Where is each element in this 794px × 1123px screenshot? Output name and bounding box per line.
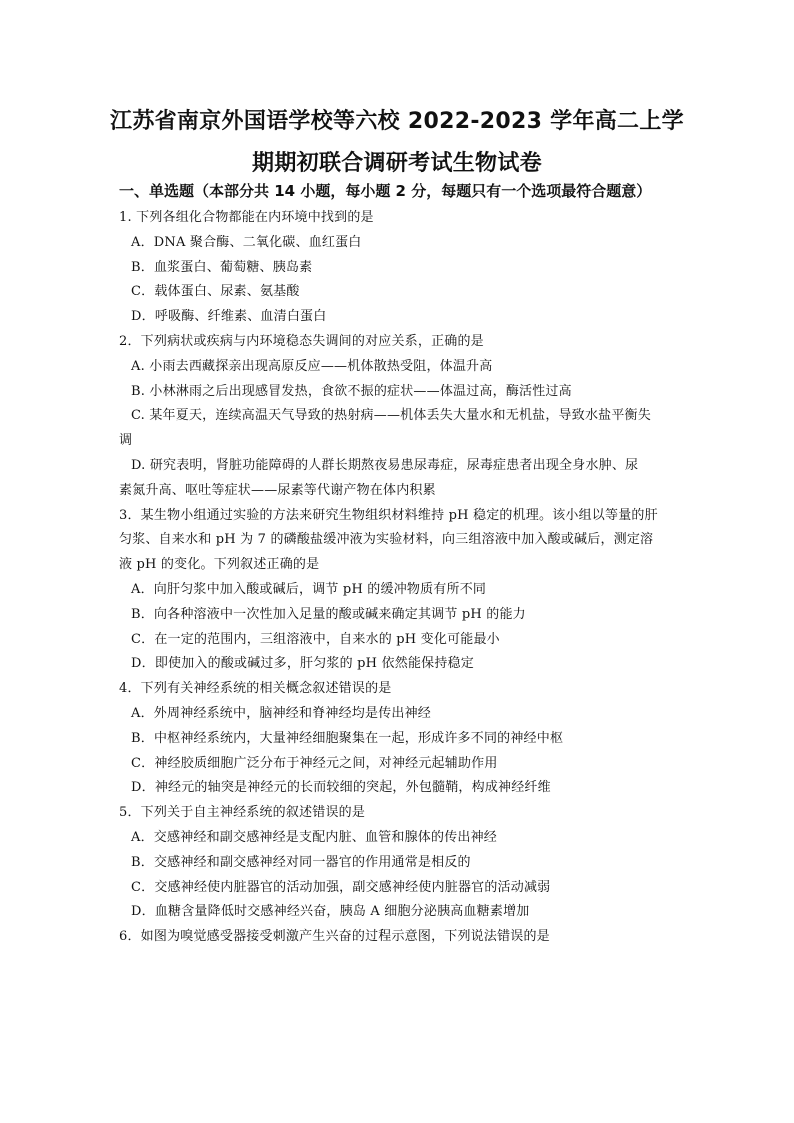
answer-option: B. 小林淋雨之后出现感冒发热，食欲不振的症状——体温过高，酶活性过高 bbox=[131, 383, 572, 399]
answer-option: D．血糖含量降低时交感神经兴奋，胰岛 A 细胞分泌胰高血糖素增加 bbox=[131, 904, 530, 920]
answer-option: A. 小雨去西藏探亲出现高原反应——机体散热受阻，体温升高 bbox=[131, 358, 493, 374]
answer-option: A．DNA 聚合酶、二氧化碳、血红蛋白 bbox=[131, 234, 362, 250]
answer-option: D．呼吸酶、纤维素、血清白蛋白 bbox=[131, 309, 327, 325]
answer-option: D. 研究表明，肾脏功能障碍的人群长期熬夜易患尿毒症，尿毒症患者出现全身水肿、尿 bbox=[131, 457, 639, 473]
answer-option: B．中枢神经系统内，大量神经细胞聚集在一起，形成许多不同的神经中枢 bbox=[131, 730, 564, 746]
answer-option: B．交感神经和副交感神经对同一器官的作用通常是相反的 bbox=[131, 854, 471, 870]
question-stem: 6．如图为嗅觉感受器接受刺激产生兴奋的过程示意图，下列说法错误的是 bbox=[119, 929, 550, 945]
question-stem: 2．下列病状或疾病与内环境稳态失调间的对应关系，正确的是 bbox=[119, 333, 484, 349]
question-list bbox=[119, 206, 679, 950]
answer-option: C．在一定的范围内，三组溶液中，自来水的 pH 变化可能最小 bbox=[131, 631, 500, 647]
question-stem: 5．下列关于自主神经系统的叙述错误的是 bbox=[119, 805, 366, 821]
text-continuation: 调 bbox=[119, 433, 133, 449]
exam-title-line-1: 江苏省南京外国语学校等六校 2022-2023 学年高二上学 bbox=[110, 109, 684, 134]
answer-option: A．外周神经系统中，脑神经和脊神经均是传出神经 bbox=[131, 705, 431, 721]
exam-title-line-2: 期期初联合调研考试生物试卷 bbox=[252, 151, 542, 176]
answer-option: A．向肝匀浆中加入酸或碱后，调节 pH 的缓冲物质有所不同 bbox=[131, 581, 487, 597]
question-stem: 4．下列有关神经系统的相关概念叙述错误的是 bbox=[119, 681, 392, 697]
question-stem: 1. 下列各组化合物都能在内环境中找到的是 bbox=[119, 210, 374, 225]
text-continuation: 匀浆、自来水和 pH 为 7 的磷酸盐缓冲液为实验材料，向三组溶液中加入酸或碱后，测定溶 bbox=[119, 532, 654, 548]
question-stem: 3．某生物小组通过实验的方法来研究生物组织材料维持 pH 稳定的机理。该小组以等量的肝 bbox=[119, 507, 658, 523]
answer-option: C．交感神经使内脏器官的活动加强，副交感神经使内脏器官的活动减弱 bbox=[131, 879, 551, 895]
answer-option: A．交感神经和副交感神经是支配内脏、血管和腺体的传出神经 bbox=[131, 829, 497, 845]
answer-option: C. 某年夏天，连续高温天气导致的热射病——机体丢失大量水和无机盐，导致水盐平衡失 bbox=[131, 408, 651, 424]
text-continuation: 液 pH 的变化。下列叙述正确的是 bbox=[119, 557, 320, 573]
answer-option: D．神经元的轴突是神经元的长而较细的突起，外包髓鞘，构成神经纤维 bbox=[131, 780, 551, 796]
answer-option: B．向各种溶液中一次性加入足量的酸或碱来确定其调节 pH 的能力 bbox=[131, 606, 526, 622]
answer-option: B．血浆蛋白、葡萄糖、胰岛素 bbox=[131, 259, 313, 275]
answer-option: C．载体蛋白、尿素、氨基酸 bbox=[131, 284, 300, 300]
answer-option: D．即使加入的酸或碱过多，肝匀浆的 pH 依然能保持稳定 bbox=[131, 656, 474, 672]
section-heading: 一、单选题（本部分共 14 小题，每小题 2 分，每题只有一个选项最符合题意） bbox=[119, 182, 652, 200]
answer-option: C．神经胶质细胞广泛分布于神经元之间，对神经元起辅助作用 bbox=[131, 755, 498, 771]
text-continuation: 素氮升高、呕吐等症状——尿素等代谢产物在体内积累 bbox=[119, 482, 436, 498]
